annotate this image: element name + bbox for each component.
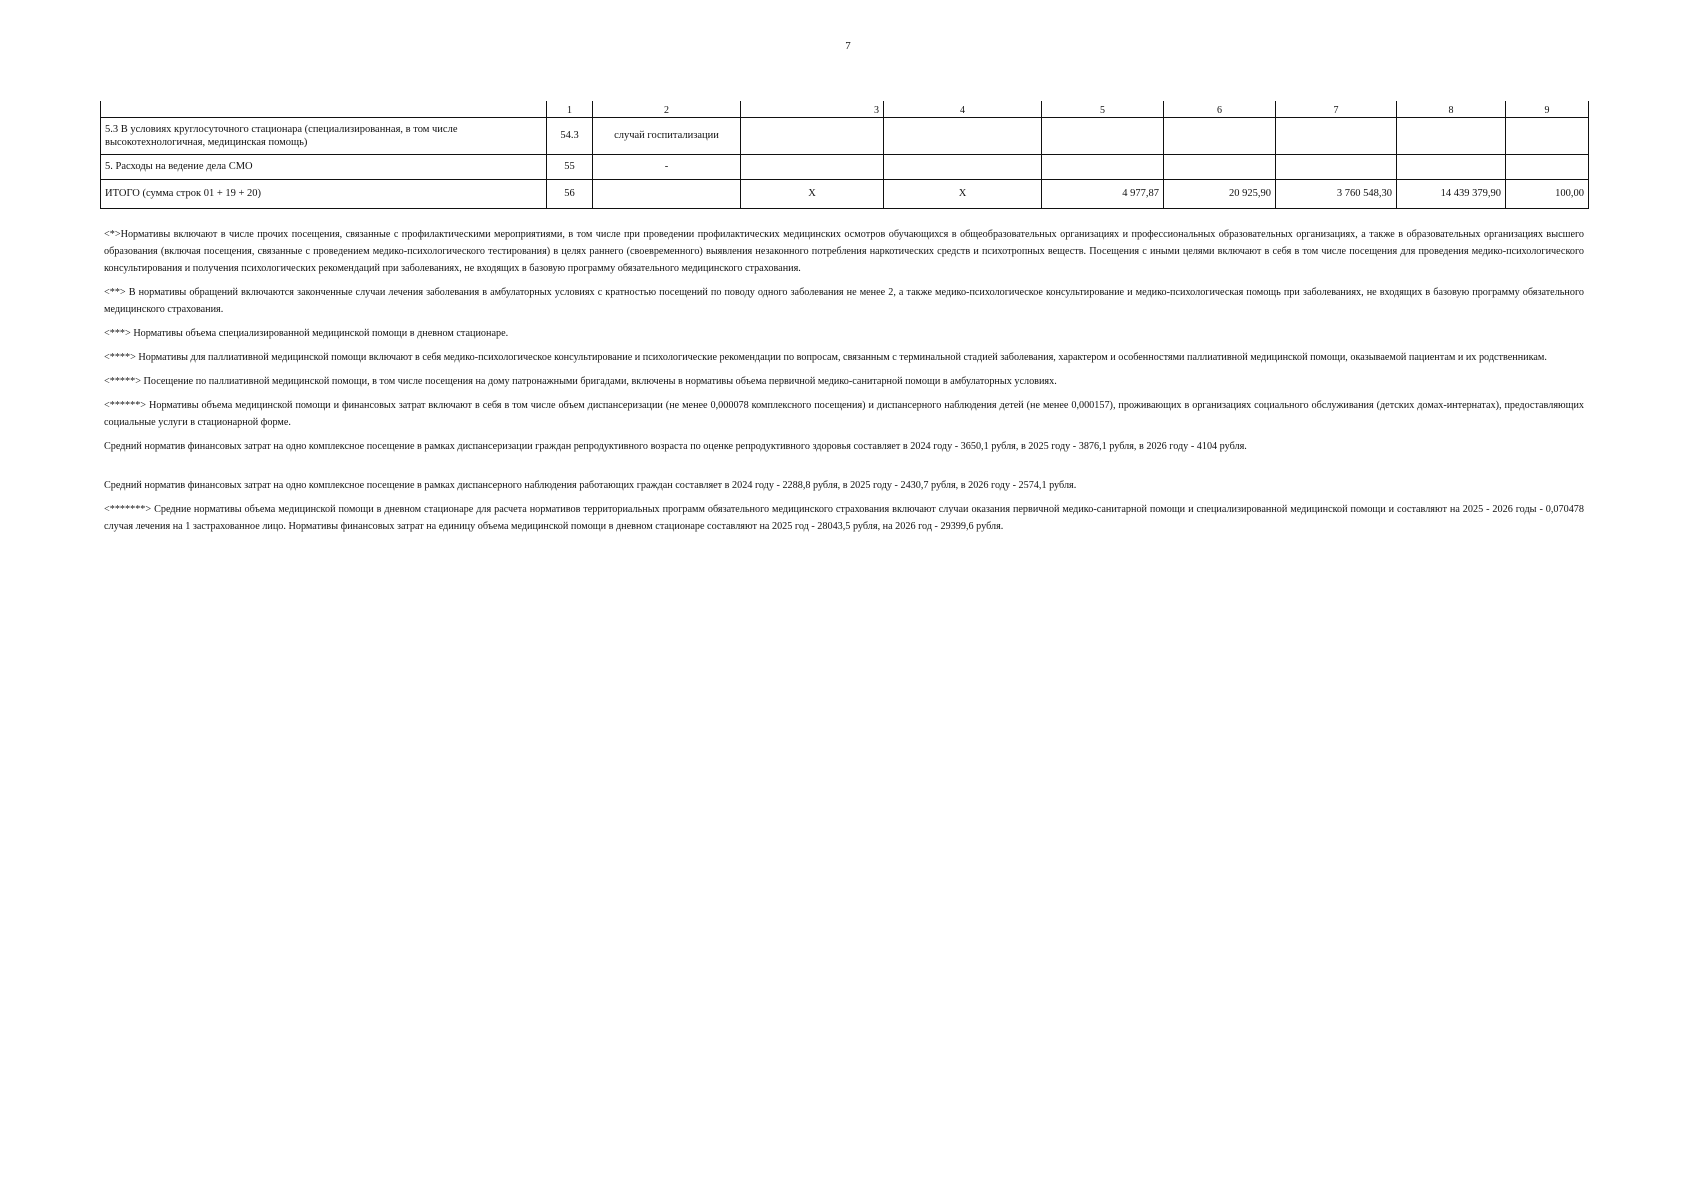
header-cell: 4	[884, 101, 1042, 118]
table-row-total	[101, 180, 1589, 209]
table-header-row	[101, 101, 1589, 118]
footnotes	[104, 226, 1584, 542]
row-name: 5. Расходы на ведение дела СМО	[101, 155, 547, 180]
header-cell: 1	[547, 101, 593, 118]
header-cell: 5	[1042, 101, 1164, 118]
row-name: ИТОГО (сумма строк 01 + 19 + 20)	[101, 180, 547, 209]
cell-col8: 14 439 379,90	[1397, 180, 1506, 209]
cell-col4	[884, 155, 1042, 180]
row-unit	[593, 180, 741, 209]
row-code: 56	[547, 180, 593, 209]
cell-col5	[1042, 155, 1164, 180]
row-unit: случай госпитализации	[593, 118, 741, 155]
cell-col5	[1042, 118, 1164, 155]
header-cell: 9	[1506, 101, 1589, 118]
cell-col6	[1164, 118, 1276, 155]
footnote: <**> В нормативы обращений включаются законченные случаи лечения заболевания в амбулаторных условиях с кратностью посещений по поводу одного заболевания не менее 2, а также медико-психологическое консультирование и медико-психологическая помощь при заболеваниях, не входящих в базовую программу обязательного медицинского страхования.	[104, 287, 1584, 315]
cell-col4	[884, 118, 1042, 155]
page-number: 7	[845, 40, 851, 52]
cell-col8	[1397, 118, 1506, 155]
cell-col3	[741, 118, 884, 155]
cell-col6	[1164, 155, 1276, 180]
footnote: <****> Нормативы для паллиативной медицинской помощи включают в себя медико-психологическое консультирование и психологические рекомендации по вопросам, связанным с терминальной стадией заболевания, характером и особенностями паллиативной медицинской помощи, оказываемой пациентам и их родственникам.	[104, 352, 1547, 363]
norms-table	[100, 101, 1589, 209]
footnote: <*******> Средние нормативы объема медицинской помощи в дневном стационаре для расчета нормативов территориальных программ обязательного медицинского страхования включают случаи оказания первичной медико-санитарной помощи и специализированной медицинской помощи и составляют на 2025 - 2026 годы - 0,070478 случая лечения на 1 застрахованное лицо. Нормативы финансовых затрат на единицу объема медицинской помощи в дневном стационаре составляют на 2025 год - 28043,5 рубля, на 2026 год - 29399,6 рубля.	[104, 504, 1584, 532]
cell-col3: X	[741, 180, 884, 209]
header-cell: 7	[1276, 101, 1397, 118]
row-unit: -	[593, 155, 741, 180]
footnote: Средний норматив финансовых затрат на одно комплексное посещение в рамках диспансеризации граждан репродуктивного возраста по оценке репродуктивного здоровья составляет в 2024 году - 3650,1 рубля, в 2025 году - 3876,1 рубля, в 2026 году - 4104 рубля.	[104, 441, 1247, 452]
cell-col7	[1276, 118, 1397, 155]
row-name: 5.3 В условиях круглосуточного стационара (специализированная, в том числе высокотехнологичная, медицинская помощь)	[101, 118, 547, 155]
cell-col7: 3 760 548,30	[1276, 180, 1397, 209]
footnote: <*****> Посещениe по паллиативной медицинской помощи, в том числе посещения на дому патронажными бригадами, включены в нормативы объема первичной медико-санитарной помощи в амбулаторных условиях.	[104, 376, 1057, 387]
table-row	[101, 118, 1589, 155]
cell-col5: 4 977,87	[1042, 180, 1164, 209]
cell-col6: 20 925,90	[1164, 180, 1276, 209]
header-cell: 8	[1397, 101, 1506, 118]
cell-col7	[1276, 155, 1397, 180]
header-cell: 6	[1164, 101, 1276, 118]
footnote: <***> Нормативы объема специализированной медицинской помощи в дневном стационаре.	[104, 328, 509, 339]
cell-col4: X	[884, 180, 1042, 209]
cell-col9	[1506, 118, 1589, 155]
footnote: Средний норматив финансовых затрат на одно комплексное посещение в рамках диспансерного наблюдения работающих граждан составляет в 2024 году - 2288,8 рубля, в 2025 году - 2430,7 рубля, в 2026 году - 2574,1 рубля.	[104, 480, 1077, 491]
header-cell: 3	[741, 101, 884, 118]
footnote: <*>Нормативы включают в числе прочих посещения, связанные с профилактическими мероприятиями, в том числе при проведении профилактических медицинских осмотров обучающихся в общеобразовательных организациях и профессиональных образовательных организациях, а также в образовательных организациях высшего образования (включая посещения, связанные с проведением медико-психологического тестирования) в целях раннего (своевременного) выявления незаконного потребления наркотических средств и психотропных веществ. Посещения с иными целями включают в себя в том числе посещения для проведения медико-психологического консультирования и получения психологических рекомендаций при заболеваниях, не входящих в базовую программу обязательного медицинского страхования.	[104, 229, 1584, 274]
cell-col9	[1506, 155, 1589, 180]
header-cell: 2	[593, 101, 741, 118]
footnote: <******> Нормативы объема медицинской помощи и финансовых затрат включают в себя в том числе объем диспансеризации (не менее 0,000078 комплексного посещения) и диспансерного наблюдения детей (не менее 0,000157), проживающих в организациях социального обслуживания (детских домах-интернатах), предоставляющих социальные услуги в стационарной форме.	[104, 400, 1584, 428]
table-row	[101, 155, 1589, 180]
cell-col3	[741, 155, 884, 180]
header-cell	[101, 101, 547, 118]
cell-col8	[1397, 155, 1506, 180]
row-code: 54.3	[547, 118, 593, 155]
cell-col9: 100,00	[1506, 180, 1589, 209]
row-code: 55	[547, 155, 593, 180]
